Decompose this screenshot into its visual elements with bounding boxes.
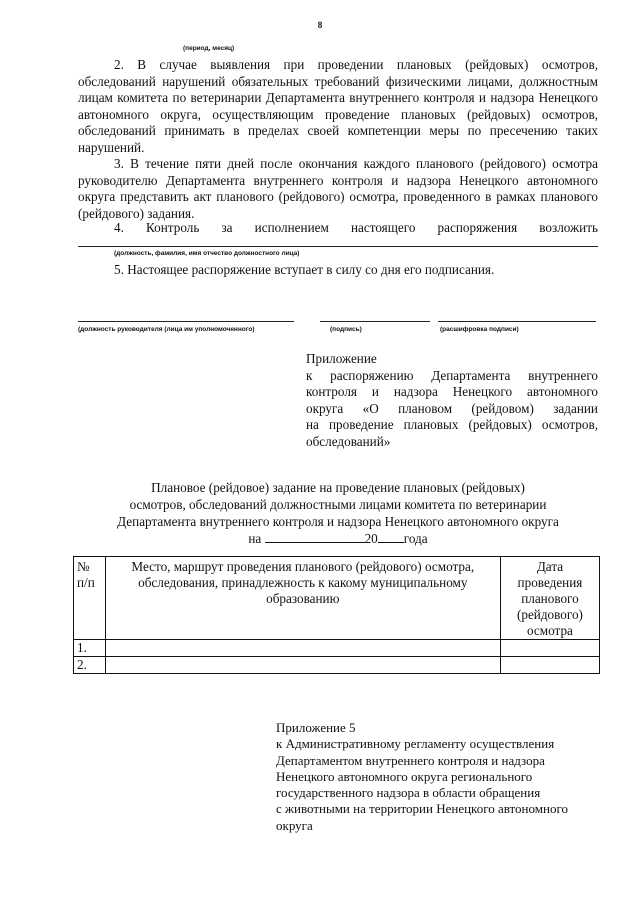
task-date-blank: [265, 530, 365, 543]
task-date-prefix: на: [248, 531, 262, 546]
appendix5-line: государственного надзора в области обращения: [276, 785, 541, 801]
position-caption: (должность руководителя (лица им уполномоченного): [78, 326, 255, 333]
task-date-suffix: года: [403, 531, 428, 546]
paragraph-4: 4. Контроль за исполнением настоящего распоряжения возложить: [114, 220, 598, 235]
task-title-line: Департамента внутреннего контроля и надзора Ненецкого автономного округа: [117, 514, 559, 529]
row-place[interactable]: [105, 640, 500, 657]
header-place: Место, маршрут проведения планового (рейдового) осмотра, обследования, принадлежность к какому муниципальному образованию: [105, 557, 500, 640]
responsible-person-caption: (должность, фамилия, имя отчество должностного лица): [114, 250, 300, 257]
appendix5-line: Департаментом внутреннего контроля и надзора: [276, 752, 545, 768]
header-number: № п/п: [74, 557, 106, 640]
decoding-caption: (расшифровка подписи): [440, 326, 519, 333]
appendix-line: обследований»: [306, 433, 391, 449]
appendix5-title: Приложение 5: [276, 720, 356, 735]
paragraph-5: 5. Настоящее распоряжение вступает в силу со дня его подписания.: [114, 262, 495, 277]
row-number: 1.: [74, 640, 106, 657]
position-signature-line: [78, 321, 294, 322]
appendix-line: на проведение плановых (рейдовых) осмотров,: [306, 417, 598, 433]
table-header-row: [74, 557, 600, 640]
task-title-line: Плановое (рейдовое) задание на проведение плановых (рейдовых): [151, 480, 525, 495]
row-number: 2.: [74, 657, 106, 674]
responsible-person-line: [78, 246, 598, 247]
header-date: Дата проведения планового (рейдового) осмотра: [500, 557, 599, 640]
appendix5-line: округа: [276, 817, 313, 833]
task-date-year-blank: [378, 530, 404, 543]
appendix-line: округа «О плановом (рейдовом) задании: [306, 400, 598, 416]
page-number: 8: [317, 20, 323, 30]
appendix5-block: [276, 720, 606, 834]
row-place[interactable]: [105, 657, 500, 674]
paragraph-3: 3. В течение пяти дней после окончания каждого планового (рейдового) осмотра руководителю Департамента внутреннего контроля и надзора Ненецкого автономного округа представить акт планового (рейдового) осмотра, проведенного в рамках планового (рейдового) задания.: [78, 156, 598, 221]
appendix5-line: к Административному регламенту осуществления: [276, 736, 555, 752]
appendix-line: к распоряжению Департамента внутреннего: [306, 367, 598, 383]
paragraph-2: 2. В случае выявления при проведении плановых (рейдовых) осмотров, обследований нарушений обязательных требований физическими лицами, должностным лицам комитета по ветеринарии Департамента внутреннего контроля и надзора Ненецкого автономного округа, осуществляющим проведение плановых (рейдовых) осмотров, обследований принимать в пределах своей компетенции меры по пресечению таких нарушений.: [78, 57, 598, 155]
appendix-title: Приложение: [306, 351, 377, 366]
table-row: [74, 640, 600, 657]
row-date[interactable]: [500, 657, 599, 674]
appendix-block: [306, 351, 598, 451]
period-caption: (период, месяц): [183, 45, 235, 52]
task-title-line: осмотров, обследований должностными лицами комитета по ветеринарии: [129, 497, 547, 512]
signature-line: [320, 321, 430, 322]
appendix-line: контроля и надзора Ненецкого автономного: [306, 384, 598, 400]
task-date: [78, 530, 598, 547]
task-title: [78, 479, 598, 547]
task-date-year: 20: [364, 531, 378, 546]
signature-caption: (подпись): [330, 326, 362, 333]
appendix5-line: с животными на территории Ненецкого автономного: [276, 801, 568, 817]
plan-table: [73, 556, 600, 674]
table-row: [74, 657, 600, 674]
decoding-signature-line: [438, 321, 596, 322]
row-date[interactable]: [500, 640, 599, 657]
appendix5-line: Ненецкого автономного округа регионального: [276, 768, 533, 784]
